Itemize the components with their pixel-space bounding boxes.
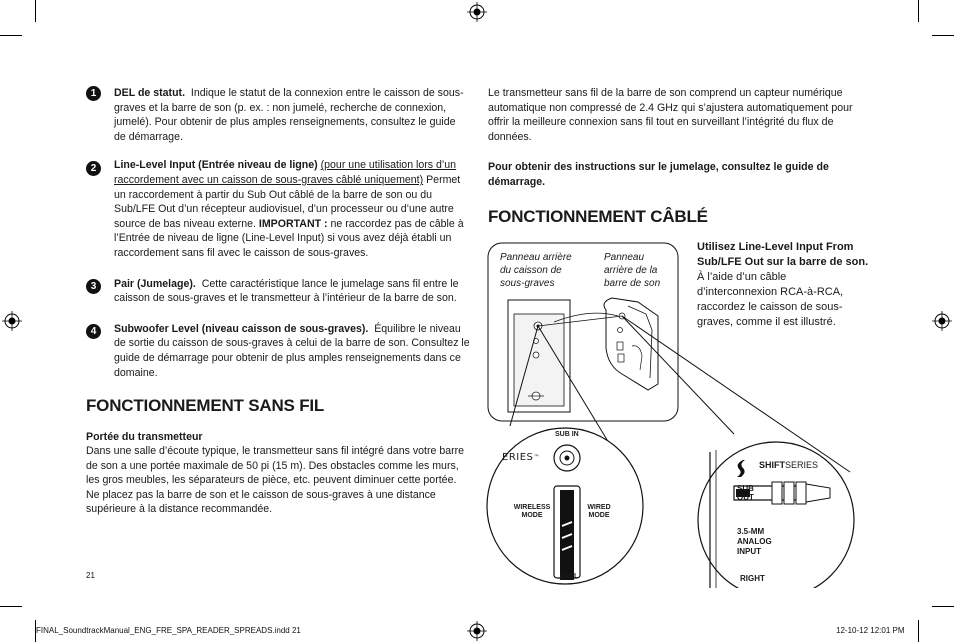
list-item xyxy=(90,322,470,380)
item-important: IMPORTANT : xyxy=(258,217,328,230)
item-text-2: ne raccordez pas de câble à l’Entrée de niveau de ligne (Line-Level Input) si vous avez déjà établi un raccordement sans fil avec le caisson de sous-graves. xyxy=(114,217,464,259)
wireless-sensor-paragraph: Le transmetteur sans fil de la barre de son comprend un capteur numérique automatique non compressé de 2.4 GHz qui s’ajustera automatiquement pour offrir la meilleure connexion sans fil tout en surveillant l’intégrité du flux de données. xyxy=(488,87,853,143)
item-title: Line-Level Input (Entrée niveau de ligne) xyxy=(114,159,318,172)
left-column xyxy=(90,86,470,380)
crop-mark xyxy=(0,35,22,36)
shiftseries-logo xyxy=(759,460,818,471)
caption-subwoofer-panel: Panneau arrière du caisson de sous-graves xyxy=(500,252,572,289)
footer-date: 12-10-12 12:01 PM xyxy=(836,626,905,635)
section-heading-wired: FONCTIONNEMENT CÂBLÉ xyxy=(488,207,708,226)
crop-mark xyxy=(932,606,954,607)
registration-mark-icon xyxy=(932,311,952,331)
item-number: 4 xyxy=(86,324,101,339)
trademark-mark: ™ xyxy=(533,454,540,461)
level-label: EVEL xyxy=(560,573,579,580)
sub-in-label: SUB IN xyxy=(555,431,579,438)
item-underlined-note: (pour une utilisation lors d’un raccordement avec un caisson de sous-graves câblé uniquement) xyxy=(114,159,457,186)
analog-input-label: 3.5-MM ANALOG INPUT xyxy=(737,527,772,556)
item-text: Indique le statut de la connexion entre le caisson de sous-graves et la barre de son (p. ex. : non jumelé, recherche de connexion, jumelé). Pour obtenir de plus amples renseignements, consultez le guide de démarrage. xyxy=(114,87,464,143)
wired-mode-label: WIRED MODE xyxy=(587,504,611,519)
footer-file-name: FINAL_SoundtrackManual_ENG_FRE_SPA_READER_SPREADS.indd 21 xyxy=(36,626,301,635)
item-text: Équilibre le niveau de sortie du caisson de sous-graves à celui de la barre de son. Consultez le guide de démarrage pour obtenir de plus amples renseignements dans ce domaine. xyxy=(114,322,470,379)
wireless-mode-label: WIRELESS MODE xyxy=(513,504,551,519)
page-number: 21 xyxy=(86,571,95,580)
pairing-instructions-note: Pour obtenir des instructions sur le jumelage, consultez le guide de démarrage. xyxy=(488,161,829,188)
subheading-range: Portée du transmetteur xyxy=(86,431,203,443)
item-number: 1 xyxy=(86,86,101,101)
item-number: 2 xyxy=(86,161,101,176)
item-title: DEL de statut. xyxy=(114,87,186,99)
wired-instructions-text: À l’aide d’un câble d’interconnexion RCA-à-RCA, raccordez le caisson de sous-graves, comme il est illustré. xyxy=(697,271,844,328)
series-logo-text: ERIES xyxy=(502,452,534,463)
crop-mark xyxy=(35,0,36,22)
list-item xyxy=(90,86,470,144)
wireless-paragraph: Dans une salle d’écoute typique, le transmetteur sans fil intégré dans votre barre de son a une portée maximale de 50 pi (15 m). Des obstacles comme les murs, les gros meubles, les séparateurs de pièce, etc. peuvent diminuer cette portée. Ne placez pas la barre de son et le caisson de sous-graves à une distance supérieure à la distance recommandée. xyxy=(86,445,465,516)
wired-connection-diagram xyxy=(480,238,860,588)
crop-mark xyxy=(918,0,919,22)
caption-soundbar-panel: Panneau arrière de la barre de son xyxy=(604,252,661,289)
sub-out-label xyxy=(737,484,754,502)
item-number: 3 xyxy=(86,279,101,294)
item-text: Permet un raccordement à partir du Sub Out câblé de la barre de son ou du Sub/LFE Out d’un récepteur audiovisuel, d’un processeur ou d’une autre source de bas niveau externe. xyxy=(114,173,461,230)
series-logo xyxy=(502,452,540,464)
section-heading-wireless: FONCTIONNEMENT SANS FIL xyxy=(86,396,325,415)
sub-out-line-2: OUT xyxy=(737,493,754,502)
shift-logo-text: SHIFT xyxy=(759,460,785,470)
item-title: Subwoofer Level (niveau caisson de sous-graves). xyxy=(114,322,369,335)
series-logo-text: SERIES xyxy=(785,460,819,470)
right-label: RIGHT xyxy=(740,574,765,583)
registration-mark-icon xyxy=(467,621,487,641)
item-title: Pair (Jumelage). xyxy=(114,277,196,290)
subwoofer-rear-panel-icon xyxy=(508,300,570,412)
item-text: Cette caractéristique lance le jumelage sans fil entre le caisson de sous-graves et le transmetteur à l’intérieur de la barre de son. xyxy=(114,277,459,305)
crop-mark xyxy=(932,35,954,36)
list-item xyxy=(90,158,470,260)
wired-instructions-bold: Utilisez Line-Level Input From Sub/LFE Out sur la barre de son. xyxy=(697,241,869,268)
list-item xyxy=(90,277,470,306)
sub-out-line-1: SUB xyxy=(737,484,754,493)
crop-mark xyxy=(0,606,22,607)
crop-mark xyxy=(918,620,919,642)
soundbar-rear-panel-icon xyxy=(604,298,658,390)
registration-mark-icon xyxy=(2,311,22,331)
registration-mark-icon xyxy=(467,2,487,22)
